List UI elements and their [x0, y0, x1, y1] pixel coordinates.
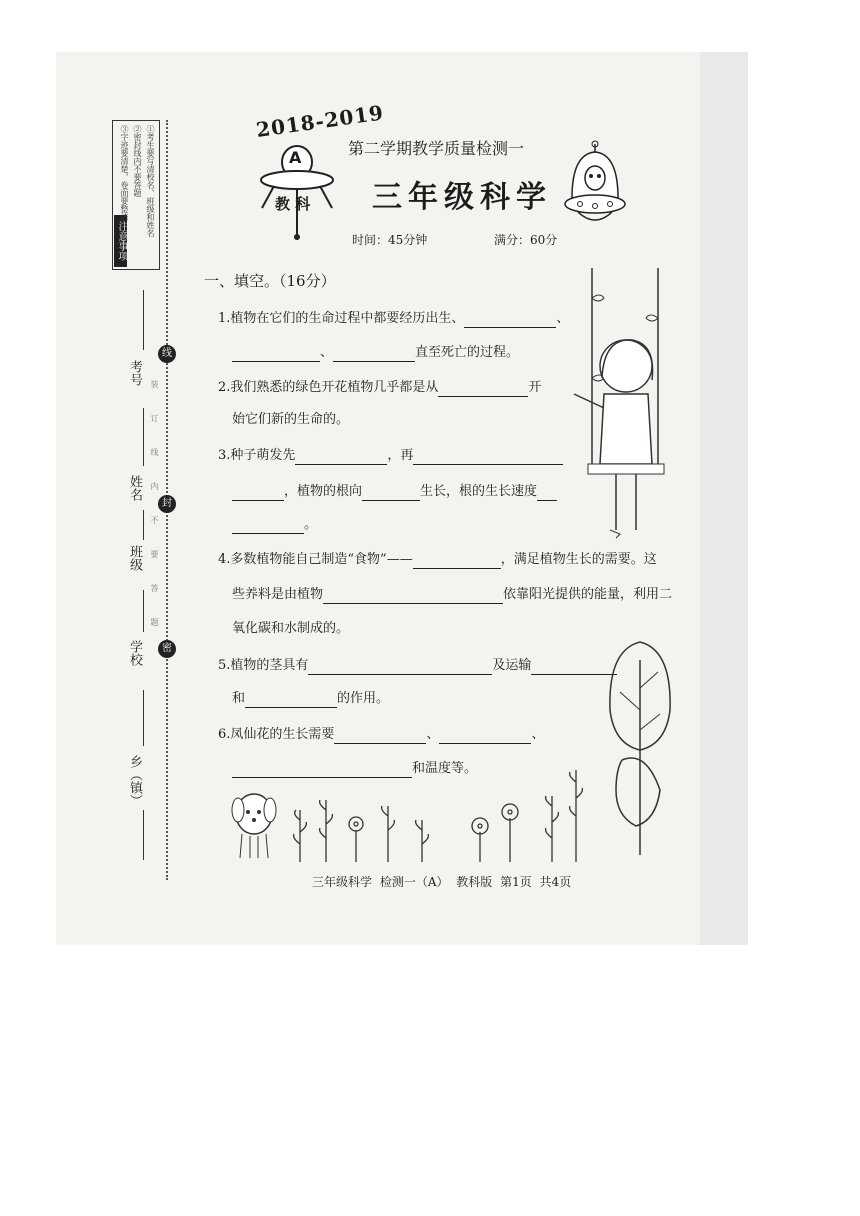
question-1-sep: 、 [556, 311, 570, 326]
section-title: 一、填空。（16分） [204, 272, 336, 290]
field-class-line[interactable] [143, 510, 144, 540]
question-5-number: 5. [218, 658, 231, 673]
field-school-line[interactable] [143, 590, 144, 632]
question-1-end: 直至死亡的过程。 [415, 345, 520, 360]
question-3-end: 。 [304, 517, 318, 532]
question-3-text-2: ，植物的根向 [284, 484, 363, 499]
year-range: 2018-2019 [254, 100, 386, 142]
q4-blank-1[interactable] [413, 554, 501, 569]
question-3-number: 3. [218, 448, 231, 463]
q3-blank-3[interactable] [232, 486, 284, 501]
field-name-line[interactable] [143, 408, 144, 466]
question-3-mid: ，再 [387, 448, 414, 463]
subject-title: 三年级科学 [372, 180, 552, 215]
question-1-sep-2: 、 [320, 345, 334, 360]
q6-blank-2[interactable] [439, 729, 531, 744]
q2-blank-1[interactable] [438, 382, 528, 397]
question-6-text: 凤仙花的生长需要 [230, 727, 335, 742]
q3-blank-5[interactable] [537, 486, 557, 501]
question-6-line-1 [218, 726, 544, 744]
notice-tag: 注意事项 [114, 215, 127, 267]
question-3-line-1 [218, 447, 563, 465]
question-4-line-2 [232, 586, 672, 604]
exam-title: 第二学期教学质量检测一 [348, 139, 525, 158]
q1-blank-3[interactable] [333, 347, 415, 362]
question-3-text-3: 生长，根的生长速度 [420, 484, 538, 499]
question-4-tail: ，满足植物生长的需要。这 [500, 552, 657, 567]
question-5-line-2 [232, 690, 389, 708]
question-1-line-1 [218, 310, 569, 328]
q5-blank-3[interactable] [245, 693, 337, 708]
question-3-text: 种子萌发先 [230, 448, 296, 463]
question-5-mid: 及运输 [492, 658, 532, 673]
alien-ufo-icon [562, 140, 628, 232]
page-footer: 三年级科学 检测一（A） 教科版 第1页 共4页 [312, 875, 572, 889]
question-1-number: 1. [218, 311, 231, 326]
question-4-line-3: 氧化碳和水制成的。 [232, 621, 350, 636]
q6-blank-1[interactable] [334, 729, 426, 744]
seal-char-close: 密 [158, 640, 176, 658]
question-1-text: 植物在它们的生命过程中都要经历出生、 [230, 311, 465, 326]
q5-blank-1[interactable] [308, 660, 492, 675]
q3-blank-6[interactable] [232, 519, 304, 534]
question-4-text-3: 依靠阳光提供的能量，利用二 [503, 587, 673, 602]
question-6-sep-1: 、 [426, 727, 440, 742]
binding-inner-note: 装订线内不要答题 [150, 380, 159, 652]
notice-line-3: ③字迹要清楚，卷面要整洁 [120, 125, 129, 221]
q1-blank-1[interactable] [464, 313, 556, 328]
q4-blank-2[interactable] [323, 589, 503, 604]
question-5-end: 的作用。 [337, 691, 390, 706]
question-4-text: 多数植物能自己制造“食物”—— [230, 552, 413, 567]
field-town-line[interactable] [143, 690, 144, 746]
question-4-text-2: 些养料是由植物 [232, 587, 324, 602]
q3-blank-1[interactable] [295, 450, 387, 465]
question-6-number: 6. [218, 727, 231, 742]
edition-tag: 教 科 [275, 195, 311, 213]
notice-box [112, 120, 160, 270]
question-2-tail: 开 [528, 380, 542, 395]
question-2-line-2: 始它们新的生命的。 [232, 412, 350, 427]
question-6-sep-2: 、 [531, 727, 545, 742]
question-6-end: 和温度等。 [412, 761, 478, 776]
notice-line-1: ①考生要写清校名、班级和姓名 [146, 125, 155, 237]
field-exam-number-line[interactable] [143, 290, 144, 350]
seal-char-seal: 封 [158, 495, 176, 513]
question-3-line-2 [232, 483, 557, 501]
q1-blank-2[interactable] [232, 347, 320, 362]
field-name: 姓名 [127, 475, 142, 501]
field-school: 学校 [127, 640, 142, 666]
field-class: 班级 [127, 545, 142, 571]
seal-char-line: 线 [158, 345, 176, 363]
time-limit: 时间：45分钟 [352, 233, 428, 247]
question-2-line-1 [218, 379, 541, 397]
full-score: 满分：60分 [494, 233, 558, 247]
question-3-line-3 [232, 516, 317, 534]
dog-icon [228, 786, 278, 862]
question-2-number: 2. [218, 380, 231, 395]
field-exam-number: 考号 [127, 360, 142, 386]
question-5-text-2: 和 [232, 691, 246, 706]
question-2-text: 我们熟悉的绿色开花植物几乎都是从 [230, 380, 439, 395]
question-4-number: 4. [218, 552, 231, 567]
notice-line-2: ②密封线内不要答题 [133, 125, 142, 197]
flowers-decoration-icon [290, 770, 590, 866]
question-5-text: 植物的茎具有 [230, 658, 309, 673]
tree-icon [596, 640, 686, 860]
question-1-line-2 [232, 344, 519, 362]
question-4-line-1 [218, 551, 657, 569]
girl-on-swing-icon [560, 268, 680, 548]
badge-letter: A [289, 148, 302, 167]
question-5-line-1 [218, 657, 617, 675]
field-town-line-2[interactable] [143, 810, 144, 860]
paper-edge-shadow [700, 52, 748, 945]
q3-blank-4[interactable] [362, 486, 420, 501]
field-town: 乡（镇） [127, 755, 142, 807]
q3-blank-2[interactable] [413, 450, 563, 465]
